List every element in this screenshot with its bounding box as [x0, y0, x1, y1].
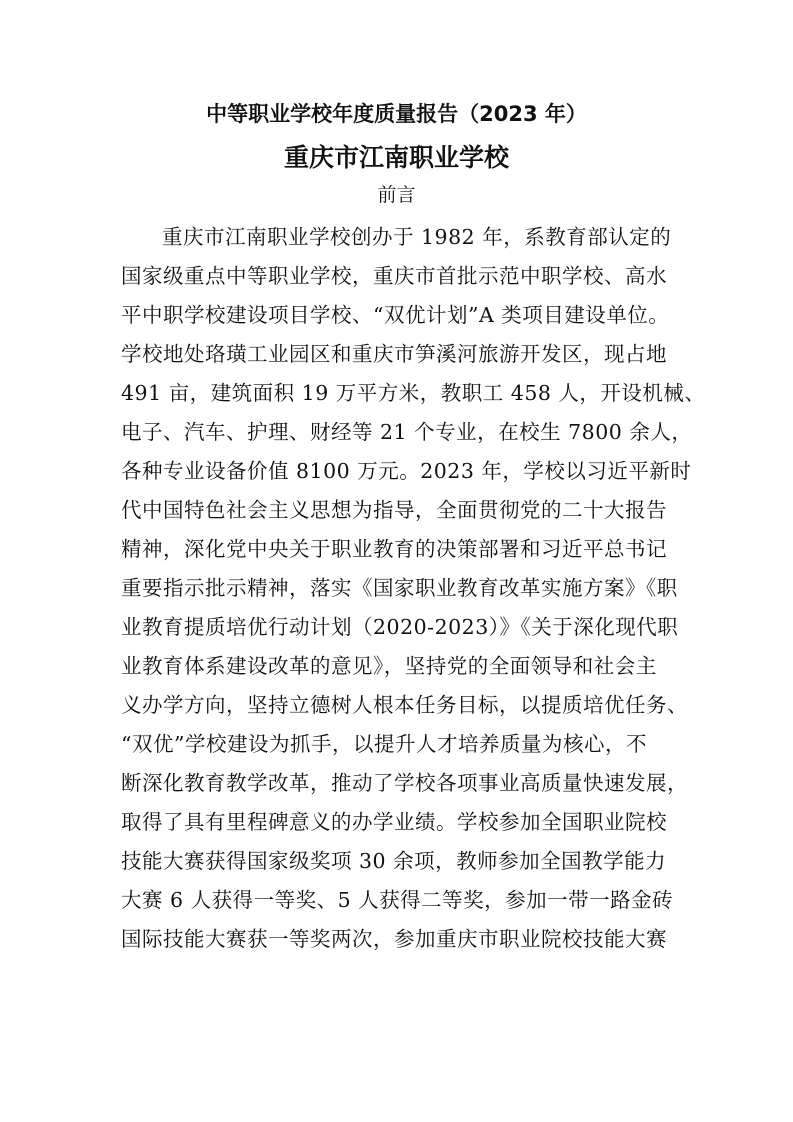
paragraph-line: 各种专业设备价值 8100 万元。2023 年，学校以习近平新时: [121, 459, 692, 483]
paragraph-line: “双优”学校建设为抓手，以提升人才培养质量为核心，不: [121, 732, 647, 756]
paragraph-line: 大赛 6 人获得一等奖、5 人获得二等奖，参加一带一路金砖: [121, 888, 674, 912]
report-title: 中等职业学校年度质量报告（2023 年）: [206, 102, 587, 126]
paragraph-line: 国家级重点中等职业学校，重庆市首批示范中职学校、高水: [121, 264, 667, 288]
paragraph-line: 国际技能大赛获一等奖两次，参加重庆市职业院校技能大赛: [121, 927, 667, 951]
paragraph-line: 491 亩，建筑面积 19 万平方米，教职工 458 人，开设机械、: [121, 381, 706, 405]
paragraph-line: 精神，深化党中央关于职业教育的决策部署和习近平总书记: [121, 537, 667, 561]
paragraph-line: 业教育体系建设改革的意见》，坚持党的全面领导和社会主: [121, 654, 657, 678]
paragraph-line: 电子、汽车、护理、财经等 21 个专业，在校生 7800 余人，: [121, 420, 693, 444]
paragraph-line: 技能大赛获得国家级奖项 30 余项，教师参加全国教学能力: [121, 849, 667, 873]
paragraph-line: 重庆市江南职业学校创办于 1982 年，系教育部认定的: [162, 225, 672, 249]
paragraph-line: 学校地处珞璜工业园区和重庆市笋溪河旅游开发区，现占地: [121, 342, 667, 366]
paragraph-line: 业教育提质培优行动计划（2020-2023）》《关于深化现代职: [121, 615, 679, 639]
paragraph-line: 代中国特色社会主义思想为指导，全面贯彻党的二十大报告: [121, 498, 667, 522]
school-name: 重庆市江南职业学校: [283, 143, 509, 172]
paragraph-line: 重要指示批示精神，落实《国家职业教育改革实施方案》《职: [121, 576, 678, 600]
paragraph-line: 平中职学校建设项目学校、“双优计划”A 类项目建设单位。: [121, 303, 670, 327]
paragraph-line: 取得了具有里程碑意义的办学业绩。学校参加全国职业院校: [121, 810, 667, 834]
section-title: 前言: [377, 184, 416, 206]
paragraph-line: 断深化教育教学改革，推动了学校各项事业高质量快速发展，: [121, 771, 688, 795]
paragraph-line: 义办学方向，坚持立德树人根本任务目标，以提质培优任务、: [121, 693, 688, 717]
